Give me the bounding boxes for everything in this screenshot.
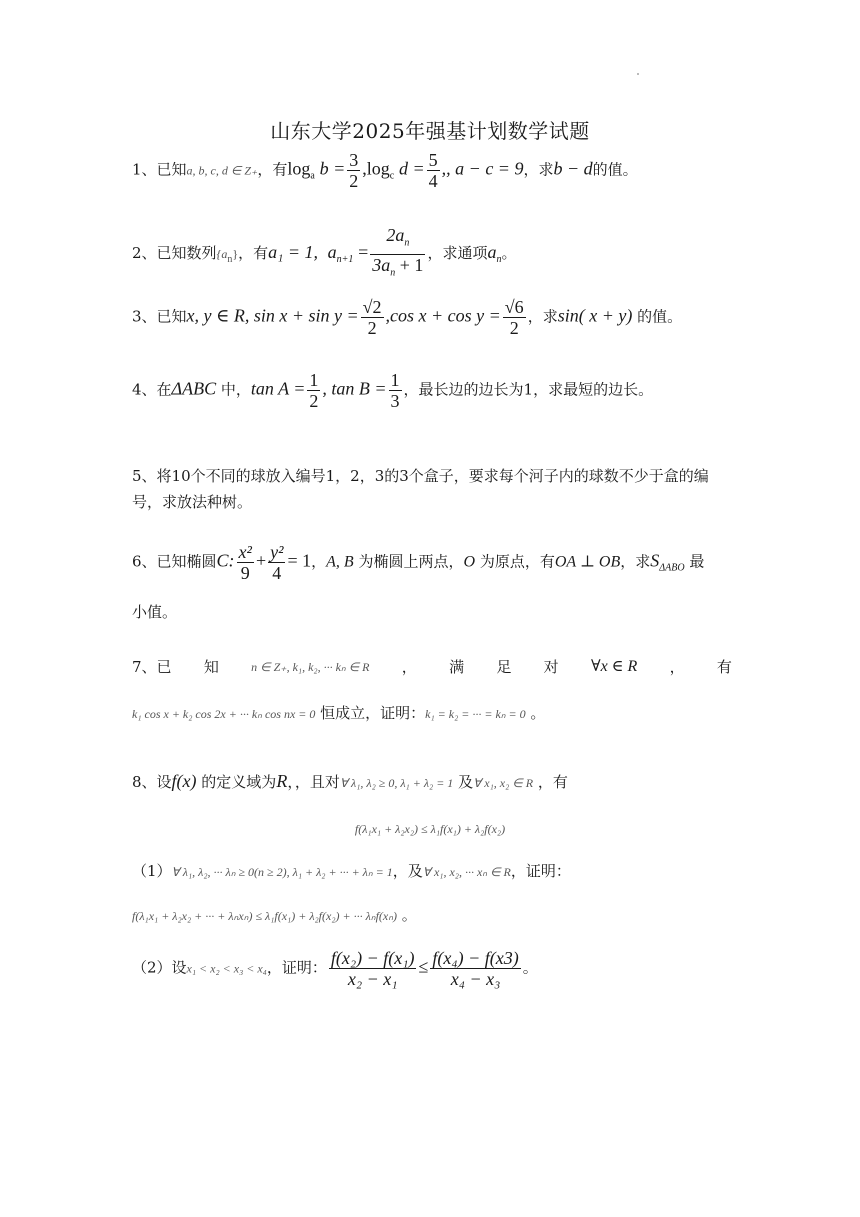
q6-plus: + xyxy=(255,550,267,571)
q6-frac1-den: 9 xyxy=(240,563,250,583)
q8-p1-end: 。 xyxy=(397,906,417,924)
q4-frac2-den: 3 xyxy=(390,391,400,411)
q7-text-1: 恒成立，证明： xyxy=(315,704,426,722)
scan-speck xyxy=(637,73,639,75)
q1-d-eq: d = xyxy=(399,158,425,179)
q8-p2-prefix: （2）设 xyxy=(132,958,187,977)
q8-fx: f(x) xyxy=(171,771,197,791)
q2-fraction xyxy=(370,225,425,283)
q8-r: R xyxy=(276,771,288,791)
document-title: 山东大学2025年强基计划数学试题 xyxy=(270,119,590,143)
q2-frac-num-sub: n xyxy=(404,237,410,249)
question-8 xyxy=(132,768,732,796)
q4-frac1-num: 1 xyxy=(309,370,319,390)
q4-text-1: 中， xyxy=(216,380,251,399)
q1-set: a, b, c, d ∈ Z₊ xyxy=(186,163,258,178)
q2-frac-den: 3a xyxy=(372,254,391,275)
q2-frac-num: 2a xyxy=(386,225,405,245)
q8-convexity-inequality xyxy=(0,818,860,837)
q6-frac2-num: y² xyxy=(270,542,284,562)
q7-identity: k₁ cos x + k₂ cos 2x + ··· kₙ cos nx = 0 xyxy=(132,707,316,721)
q3-cos-sum: ,cos x + cos y = xyxy=(385,305,501,326)
question-8-part-1-line-2 xyxy=(132,902,732,929)
q8-x-cond: ∀ x₁, x₂ ∈ R xyxy=(473,776,534,790)
q4-prefix: 4、在 xyxy=(132,380,172,399)
q6-text-4: ，求 xyxy=(620,552,651,571)
q8-lambda-cond: ∀ λ₁, λ₂ ≥ 0, λ₁ + λ₂ = 1 xyxy=(339,776,454,790)
question-6-line-2: 小值。 xyxy=(132,603,178,621)
question-8-part-2 xyxy=(132,948,732,989)
q8-text-1: 的定义域为 xyxy=(196,773,277,791)
q7-word: ， xyxy=(401,658,417,676)
q7-text-2: 。 xyxy=(525,704,546,722)
q3-frac2-den: 2 xyxy=(509,318,519,338)
q2-eq: = xyxy=(358,242,369,263)
q4-text-2: ，最长边的边长为1，求最短的边长。 xyxy=(403,380,654,399)
q8-p2-frac1-num: f(x₂) − f(x₁) xyxy=(330,948,415,968)
question-7-line-1 xyxy=(132,654,732,680)
q8-text-4: ，有 xyxy=(533,773,568,791)
q1-target: b − d xyxy=(553,158,593,179)
q6-eq-one: = 1 xyxy=(287,550,312,571)
q1-text-1: ，有 xyxy=(257,160,288,179)
q1-frac-3-2 xyxy=(347,150,360,191)
q1-log-a: log xyxy=(287,158,311,179)
q1-frac1-den: 2 xyxy=(349,171,359,191)
q2-an1-sub: n+1 xyxy=(336,254,354,266)
q8-p2-frac2-num: f(x₄) − f(x3) xyxy=(432,948,519,968)
q6-s: S xyxy=(650,550,660,571)
q7-condition: n ∈ Z₊, k₁, k₂, ··· kₙ ∈ R xyxy=(251,660,370,674)
q2-an-sub: n xyxy=(496,254,502,266)
question-4 xyxy=(132,370,732,411)
q8-p2-frac-left xyxy=(329,948,417,989)
q6-frac-x xyxy=(237,542,254,583)
q2-prefix: 2、已知数列 xyxy=(132,244,217,263)
q8-p2-frac-right xyxy=(430,948,520,989)
q4-frac1-den: 2 xyxy=(309,391,319,411)
q6-frac1-num: x² xyxy=(238,542,252,562)
question-5: 5、将10个不同的球放入编号1，2，3的3个盒子，要求每个河子内的球数不少于盒的编号，求放法种树。 xyxy=(132,467,709,511)
question-1 xyxy=(132,150,732,191)
q6-text-1: ， xyxy=(311,552,327,571)
q1-prefix: 1、已知 xyxy=(132,160,187,179)
q3-text-2: 的值。 xyxy=(637,307,683,326)
q1-frac1-num: 3 xyxy=(349,150,359,170)
question-7-line-2 xyxy=(132,700,732,727)
q2-seq-sub: n xyxy=(227,254,233,266)
q3-target: sin( x + y) xyxy=(557,305,633,326)
q8-p2-le: ≤ xyxy=(418,956,429,977)
q3-frac-sqrt6 xyxy=(503,297,526,338)
q1-frac2-den: 4 xyxy=(428,171,438,191)
q6-text-2: 为椭圆上两点， xyxy=(353,552,464,571)
q3-frac1-num: √2 xyxy=(362,297,382,317)
q6-prefix: 6、已知椭圆 xyxy=(132,552,217,571)
q7-word: 有 xyxy=(716,658,732,676)
q7-word: 7、已 xyxy=(132,658,172,676)
q2-text-3: 。 xyxy=(501,244,517,263)
q2-an1: a xyxy=(327,242,337,263)
q7-forall: ∀x ∈ R xyxy=(590,658,638,675)
q3-frac1-den: 2 xyxy=(367,318,377,338)
q8-p1-text-1: ，及 xyxy=(392,862,423,880)
q8-p1-prefix: （1） xyxy=(132,862,172,880)
q2-text-1: ，有 xyxy=(238,244,269,263)
q1-text-2: ，求 xyxy=(523,160,554,179)
q8-text-2: ，，且对 xyxy=(287,773,340,791)
q6-perp: OA ⊥ OB xyxy=(554,553,621,571)
q1-b-eq: b = xyxy=(319,158,346,179)
q4-frac-1-3 xyxy=(389,370,402,411)
q6-ab: A, B xyxy=(326,553,354,571)
q8-p1-jensen: f(λ₁x₁ + λ₂x₂ + ··· + λₙxₙ) ≤ λ₁f(x₁) + λ₂f(x₂) + ··· λₙf(xₙ) xyxy=(132,909,398,923)
q1-frac-5-4 xyxy=(427,150,440,191)
q6-c: C: xyxy=(216,550,235,571)
q1-frac2-num: 5 xyxy=(428,150,438,170)
q8-text-3: 及 xyxy=(453,773,474,791)
q8-p1-text-2: ，证明： xyxy=(510,862,571,880)
question-3 xyxy=(132,297,732,338)
q1-log-c-base: c xyxy=(389,170,395,182)
q2-frac-den-sub: n xyxy=(390,267,396,279)
q7-word: ， xyxy=(669,658,685,676)
q4-frac-1-2 xyxy=(307,370,320,411)
q6-text-3: 为原点，有 xyxy=(475,552,555,571)
q8-p2-frac2-den: x₄ − x₃ xyxy=(450,969,501,989)
q4-triangle: ΔABC xyxy=(171,378,217,399)
q3-sin-sum: x, y ∈ R, sin x + sin y = xyxy=(186,305,359,326)
q8-p2-frac1-den: x₂ − x₁ xyxy=(347,969,398,989)
q2-seq-close: } xyxy=(232,247,239,262)
q4-tan-a: tan A = xyxy=(250,378,306,399)
question-2 xyxy=(132,225,732,283)
q8-p1-x-cond: ∀ x₁, x₂, ··· xₙ ∈ R xyxy=(422,865,511,879)
q7-word: 满 xyxy=(449,658,465,676)
q7-conclusion: k₁ = k₂ = ··· = kₙ = 0 xyxy=(425,707,526,721)
question-8-part-1 xyxy=(132,858,732,885)
q7-word: 对 xyxy=(543,658,559,676)
q6-o: O xyxy=(463,553,476,571)
q8-p2-end: 。 xyxy=(522,958,538,977)
q3-frac2-num: √6 xyxy=(504,297,524,317)
q6-s-sub: ΔABO xyxy=(659,562,685,574)
q8-p2-order: x₁ < x₂ < x₃ < x₄ xyxy=(186,961,267,976)
q2-a1: a₁ = 1, xyxy=(268,242,319,263)
q3-frac-sqrt2 xyxy=(361,297,384,338)
q8-prefix: 8、设 xyxy=(132,773,172,791)
q2-frac-den-tail: + 1 xyxy=(395,254,424,275)
q8-center-formula: f(λ₁x₁ + λ₂x₂) ≤ λ₁f(x₁) + λ₂f(x₂) xyxy=(354,822,506,836)
question-6 xyxy=(132,542,732,583)
q1-log-a-base: a xyxy=(310,170,315,182)
q8-p1-lambda-cond: ∀ λ₁, λ₂, ··· λₙ ≥ 0(n ≥ 2), λ₁ + λ₂ + ··· + λₙ = 1 xyxy=(171,865,393,879)
q2-an: a xyxy=(487,242,497,263)
q6-frac-y xyxy=(268,542,285,583)
q3-prefix: 3、已知 xyxy=(132,307,187,326)
q2-seq-open: {a xyxy=(216,247,228,262)
q1-condition: ,, a − c = 9 xyxy=(441,158,524,179)
q7-word: 知 xyxy=(203,658,219,676)
q7-word: 足 xyxy=(496,658,512,676)
q1-text-3: 的值。 xyxy=(592,160,638,179)
q4-tan-b: , tan B = xyxy=(322,378,387,399)
q4-frac2-num: 1 xyxy=(390,370,400,390)
q2-text-2: ，求通项 xyxy=(427,244,488,263)
q3-text-1: ，求 xyxy=(527,307,558,326)
q6-text-5: 最 xyxy=(684,552,705,571)
q1-log-c: ,log xyxy=(362,158,390,179)
q6-frac2-den: 4 xyxy=(272,563,282,583)
q8-p2-text-1: ，证明： xyxy=(266,958,327,977)
